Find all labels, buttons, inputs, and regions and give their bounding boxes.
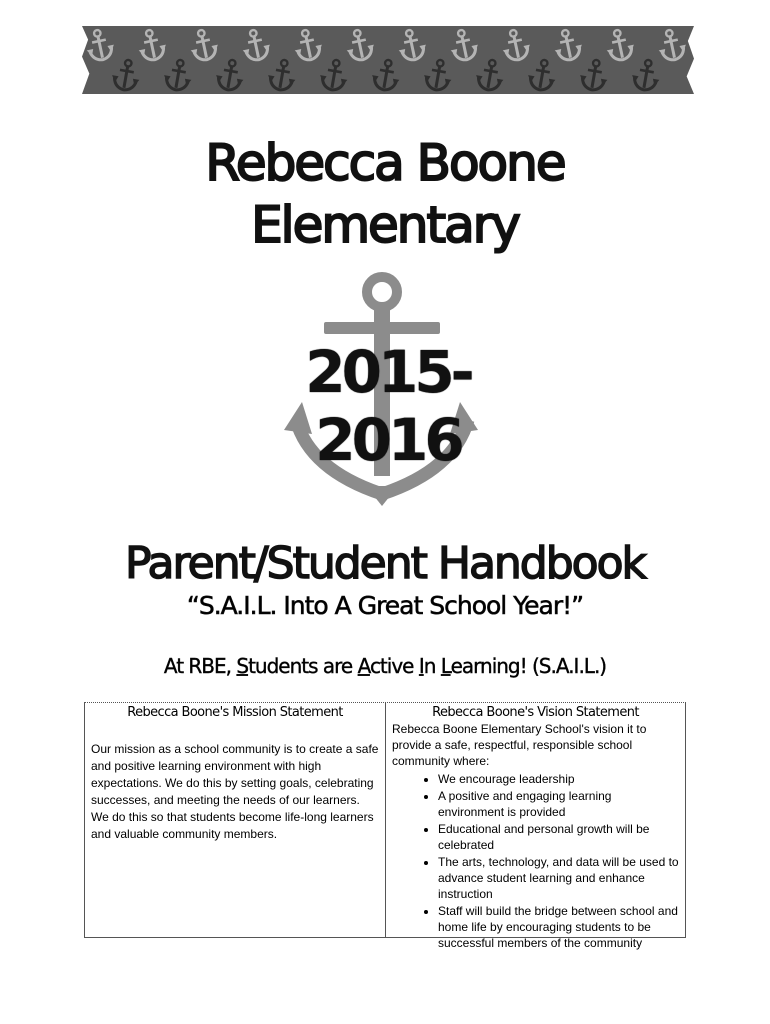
motto-text-s: tudents are [248, 654, 358, 678]
tape-anchor-icon [319, 58, 350, 92]
sail-motto [0, 654, 770, 678]
tape-anchor-icon [579, 58, 610, 92]
vision-intro: Rebecca Boone Elementary School's vision it to provide a safe, respectful, responsible school community where: [392, 722, 647, 768]
mission-column [85, 703, 386, 937]
tape-anchor-icon [656, 27, 688, 62]
school-name-line1: Rebecca Boone [205, 134, 565, 192]
vision-column [386, 703, 685, 950]
slogan: “S.A.I.L. Into A Great School Year!” [186, 591, 584, 620]
motto-text-l: earning! (S.A.I.L.) [450, 654, 607, 678]
tape-anchor-icon [292, 27, 324, 62]
tape-anchor-icon [188, 27, 220, 62]
motto-prefix: At RBE, [163, 654, 237, 678]
tape-anchor-icon [448, 27, 480, 62]
motto-letter-s: S [236, 654, 249, 678]
school-year: 2015-2016 [305, 338, 471, 474]
statements-table [84, 702, 686, 950]
tape-anchor-icon [267, 58, 298, 92]
motto-letter-a: A [357, 654, 370, 678]
vision-item: • We encourage leadership [438, 771, 679, 787]
tape-anchor-icon [604, 27, 636, 62]
tape-anchor-icon [84, 27, 116, 62]
motto-text-i: n [423, 654, 441, 678]
tape-anchor-icon [552, 27, 584, 62]
motto-letter-l: L [440, 654, 451, 678]
tape-anchor-icon [240, 27, 272, 62]
tape-anchor-icon [163, 58, 194, 92]
tape-anchor-icon [111, 58, 142, 92]
tape-anchor-icon [631, 58, 662, 92]
tape-anchor-icon [215, 58, 246, 92]
vision-list [392, 771, 679, 951]
school-name [0, 132, 770, 256]
tape-anchor-icon [527, 58, 558, 92]
handbook-title: Parent/Student Handbook [125, 538, 645, 589]
tape-anchor-icon [344, 27, 376, 62]
motto-text-a: ctive [369, 654, 419, 678]
tape-anchor-icon [500, 27, 532, 62]
tape-anchor-icon [475, 58, 506, 92]
vision-item: • Staff will build the bridge between school and home life by encouraging students to be successful members of the community [438, 903, 679, 951]
anchor-pattern-icon [82, 26, 694, 94]
vision-item: • A positive and engaging learning environment is provided [438, 788, 679, 820]
school-name-line2: Elementary [251, 196, 519, 254]
mission-heading: Rebecca Boone's Mission Statement [127, 705, 343, 720]
vision-item: • The arts, technology, and data will be used to advance student learning and enhance instruction [438, 854, 679, 902]
anchor-tape-banner [82, 26, 694, 94]
tape-anchor-icon [371, 58, 402, 92]
motto-letter-i: I [418, 654, 424, 678]
mission-text: Our mission as a school community is to create a safe and positive learning environment with high expectations. We do this by setting goals, celebrating successes, and meeting the needs of our learners. We do this so that students become life-long learners and valuable community members. [91, 742, 379, 841]
tape-anchor-icon [136, 27, 168, 62]
tape-anchor-icon [396, 27, 428, 62]
tape-anchor-icon [423, 58, 454, 92]
vision-item: • Educational and personal growth will be celebrated [438, 821, 679, 853]
vision-heading: Rebecca Boone's Vision Statement [432, 705, 639, 720]
